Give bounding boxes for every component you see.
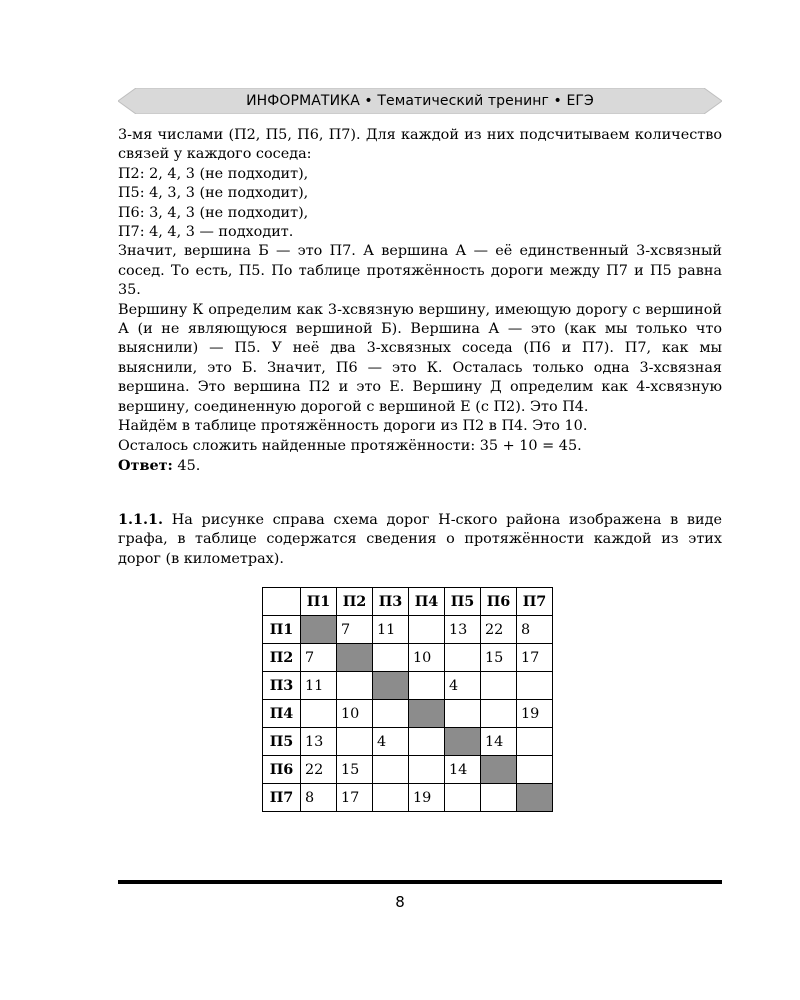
problem-text: На рисунке справа схема дорог Н-ского района изображена в виде графа, в таблице содержатся сведения о протяжённости каждой из этих дорог (в километрах). <box>118 512 722 567</box>
column-header: П1 <box>301 588 337 616</box>
row-header: П6 <box>263 756 301 784</box>
distance-cell: 22 <box>301 756 337 784</box>
distance-table <box>262 587 553 812</box>
table-row <box>263 616 553 644</box>
distance-cell <box>337 672 373 700</box>
table-corner-cell <box>263 588 301 616</box>
row-header: П3 <box>263 672 301 700</box>
distance-cell <box>445 784 481 812</box>
distance-cell: 14 <box>481 728 517 756</box>
distance-cell: 8 <box>301 784 337 812</box>
distance-cell: 17 <box>517 644 553 672</box>
distance-cell: 13 <box>445 616 481 644</box>
table-row <box>263 728 553 756</box>
solution-text <box>118 126 722 476</box>
column-header: П6 <box>481 588 517 616</box>
answer-value: 45. <box>172 457 201 474</box>
row-header: П5 <box>263 728 301 756</box>
distance-cell: 11 <box>373 616 409 644</box>
answer-label: Ответ: <box>118 456 173 474</box>
table-row <box>263 700 553 728</box>
paragraph: Значит, вершина Б — это П7. А вершина А — её единственный 3-хсвязный сосед. То есть, П5. По таблице протяжённость дороги между П7 и П5 равна 35. <box>118 243 722 299</box>
distance-cell: 7 <box>337 616 373 644</box>
column-header: П4 <box>409 588 445 616</box>
table-row <box>263 672 553 700</box>
distance-cell: 22 <box>481 616 517 644</box>
distance-cell <box>409 756 445 784</box>
neighbor-line: П5: 4, 3, 3 (не подходит), <box>118 185 309 202</box>
distance-cell <box>445 700 481 728</box>
row-header: П7 <box>263 784 301 812</box>
paragraph: Вершину К определим как 3-хсвязную вершину, имеющую дорогу с вершиной А (и не являющуюся вершиной Б). Вершина А — это (как мы только что выяснили) — П5. У неё два 3-хсвязных соседа (П6 и П7). П7, как мы выяснили, это Б. Значит, П6 — это К. Осталась только одна 3-хсвязная вершина. Это вершина П2 и это Е. Вершину Д определим как 4-хсвязную вершину, соединенную дорогой с вершиной Е (с П2). Это П4. <box>118 301 722 415</box>
column-header: П2 <box>337 588 373 616</box>
table-header-row <box>263 588 553 616</box>
distance-cell: 4 <box>373 728 409 756</box>
distance-cell <box>373 700 409 728</box>
distance-cell <box>481 784 517 812</box>
diagonal-cell <box>301 616 337 644</box>
neighbor-line: П2: 2, 4, 3 (не подходит), <box>118 165 309 182</box>
distance-cell <box>445 644 481 672</box>
distance-cell <box>517 728 553 756</box>
distance-cell <box>373 756 409 784</box>
row-header: П4 <box>263 700 301 728</box>
distance-cell <box>409 672 445 700</box>
paragraph: Осталось сложить найденные протяжённости: 35 + 10 = 45. <box>118 437 582 454</box>
distance-cell: 10 <box>337 700 373 728</box>
diagonal-cell <box>481 756 517 784</box>
table-row <box>263 644 553 672</box>
distance-cell <box>301 700 337 728</box>
answer-line <box>118 456 722 476</box>
distance-cell: 11 <box>301 672 337 700</box>
distance-cell <box>337 728 373 756</box>
paragraph: Найдём в таблице протяжённость дороги из П2 в П4. Это 10. <box>118 418 588 435</box>
distance-cell: 14 <box>445 756 481 784</box>
row-header: П2 <box>263 644 301 672</box>
header-title: ИНФОРМАТИКА • Тематический тренинг • ЕГЭ <box>246 93 594 109</box>
column-header: П3 <box>373 588 409 616</box>
distance-cell: 7 <box>301 644 337 672</box>
column-header: П5 <box>445 588 481 616</box>
distance-cell: 13 <box>301 728 337 756</box>
neighbor-line: П7: 4, 4, 3 — подходит. <box>118 224 294 241</box>
distance-cell <box>481 700 517 728</box>
problem-statement <box>118 510 722 569</box>
distance-cell: 4 <box>445 672 481 700</box>
distance-cell <box>517 672 553 700</box>
distance-cell <box>373 784 409 812</box>
problem-number: 1.1.1. <box>118 511 164 528</box>
distance-cell: 19 <box>409 784 445 812</box>
distance-cell: 19 <box>517 700 553 728</box>
table-row <box>263 784 553 812</box>
page-number: 8 <box>395 893 405 911</box>
diagonal-cell <box>517 784 553 812</box>
diagonal-cell <box>373 672 409 700</box>
distance-cell <box>409 616 445 644</box>
distance-cell: 8 <box>517 616 553 644</box>
distance-cell: 15 <box>481 644 517 672</box>
footer-rule <box>118 880 722 884</box>
diagonal-cell <box>445 728 481 756</box>
diagonal-cell <box>337 644 373 672</box>
distance-cell <box>373 644 409 672</box>
distance-cell: 15 <box>337 756 373 784</box>
paragraph: 3-мя числами (П2, П5, П6, П7). Для каждой из них подсчитываем количество связей у каждого соседа: <box>118 127 722 163</box>
diagonal-cell <box>409 700 445 728</box>
distance-cell <box>481 672 517 700</box>
row-header: П1 <box>263 616 301 644</box>
distance-cell: 17 <box>337 784 373 812</box>
table-row <box>263 756 553 784</box>
neighbor-line: П6: 3, 4, 3 (не подходит), <box>118 204 309 221</box>
distance-cell <box>409 728 445 756</box>
column-header: П7 <box>517 588 553 616</box>
running-header <box>118 88 722 114</box>
distance-cell: 10 <box>409 644 445 672</box>
distance-cell <box>517 756 553 784</box>
